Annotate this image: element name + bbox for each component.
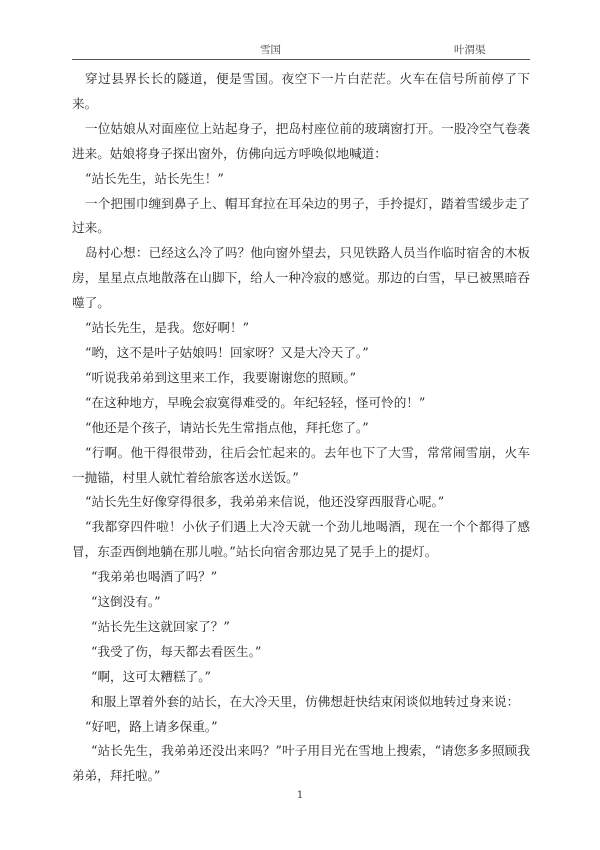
paragraph: “哟，这不是叶子姑娘吗！回家呀？又是大冷天了。” <box>85 344 369 360</box>
paragraph: “站长先生，我弟弟还没出来吗？”叶子用目光在雪地上搜索，“请您多多照顾我弟弟，拜托啦。” <box>72 743 530 784</box>
paragraph: “站长先生好像穿得很多，我弟弟来信说，他还没穿西服背心呢。” <box>85 494 445 510</box>
page-number: 1 <box>296 790 304 801</box>
paragraph: 和服上罩着外套的站长，在大冷天里，仿佛想赶快结束闲谈似地转过身来说： <box>91 693 520 709</box>
paragraph: “我受了伤，每天都去看医生。” <box>91 643 262 659</box>
paragraph: “在这种地方，早晚会寂寞得难受的。年纪轻轻，怪可怜的！” <box>85 394 426 410</box>
paragraph: 一位姑娘从对面座位上站起身子，把岛村座位前的玻璃窗打开。一股冷空气卷袭进来。姑娘将身子探出窗外，仿佛向远方呼唤似地喊道： <box>72 120 530 161</box>
paragraph: “听说我弟弟到这里来工作，我要谢谢您的照顾。” <box>85 369 357 385</box>
header-divider <box>72 59 530 60</box>
paragraph: “我弟弟也喝酒了吗？” <box>91 569 218 585</box>
paragraph: “站长先生，是我。您好啊！” <box>85 320 250 336</box>
paragraph: “我都穿四件啦！小伙子们遇上大冷天就一个劲儿地喝酒，现在一个个都得了感冒，东歪西倒地躺在那儿啦。”站长向宿舍那边晃了晃手上的提灯。 <box>72 519 530 560</box>
paragraph: 岛村心想：已经这么冷了吗？他向窗外望去，只见铁路人员当作临时宿舍的木板房，星星点点地散落在山脚下，给人一种冷寂的感觉。那边的白雪，早已被黑暗吞噬了。 <box>72 245 530 311</box>
paragraph: 一个把围巾缠到鼻子上、帽耳耷拉在耳朵边的男子，手拎提灯，踏着雪缓步走了过来。 <box>72 195 530 236</box>
paragraph: “站长先生，站长先生！” <box>85 170 224 186</box>
paragraph: “这倒没有。” <box>91 594 161 610</box>
page-header <box>72 40 530 60</box>
body-text <box>72 67 530 789</box>
paragraph: “行啊。他干得很带劲，往后会忙起来的。去年也下了大雪，常常闹雪崩，火车一抛锚，村里人就忙着给旅客送水送饭。” <box>72 444 530 485</box>
paragraph: 穿过县界长长的隧道，便是雪国。夜空下一片白茫茫。火车在信号所前停了下来。 <box>72 71 530 111</box>
paragraph: “啊，这可太糟糕了。” <box>91 668 211 684</box>
header-author: 叶渭渠 <box>454 44 486 56</box>
paragraph: “他还是个孩子，请站长先生常指点他，拜托您了。” <box>85 419 369 435</box>
header-title: 雪国 <box>260 44 281 56</box>
paragraph: “站长先生这就回家了？” <box>91 618 230 634</box>
paragraph: “好吧，路上请多保重。” <box>85 718 218 734</box>
